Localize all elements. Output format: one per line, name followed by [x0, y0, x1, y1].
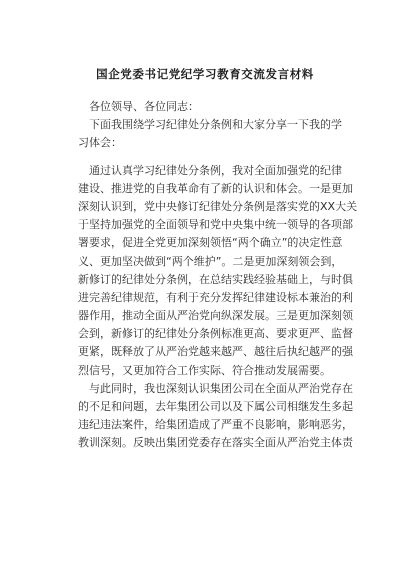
- paragraph-line: 新修订的纪律处分条例，在总结实践经验基础上，与时俱: [78, 272, 353, 286]
- paragraph-line: 深刻认识到，党中央修订纪律处分条例是落实党的XX大关: [78, 199, 358, 213]
- salutation-line: 各位领导、各位同志：: [89, 100, 199, 113]
- document-title: 国企党委书记党纪学习教育交流发言材料: [96, 67, 314, 81]
- paragraph-line: 下面我围绕学习纪律处分条例和大家分享一下我的学: [89, 118, 342, 132]
- paragraph-line: 于坚持加强党的全面领导和党中央集中统一领导的各项部: [78, 218, 353, 232]
- paragraph-gap: [89, 153, 349, 162]
- paragraph-line: 器作用，推动全面从严治党向纵深发展。三是更加深刻领: [78, 309, 353, 323]
- paragraph-line: 建设、推进党的自我革命有了新的认识和体会。一是更加: [78, 181, 353, 195]
- paragraph-line: 义、更加坚决做到“两个维护”。二是更加深刻领会到，: [78, 254, 343, 268]
- paragraph-line: 通过认真学习纪律处分条例，我对全面加强党的纪律: [89, 163, 342, 177]
- paragraph-line: 违纪违法案件，给集团造成了严重不良影响，影响恶劣，: [78, 418, 353, 432]
- paragraph-line: 与此同时，我也深刻认识集团公司在全面从严治党存在: [89, 381, 353, 395]
- paragraph-line: 进完善纪律规范，有利于充分发挥纪律建设标本兼治的利: [78, 290, 353, 304]
- paragraph-line: 署要求，促进全党更加深刻领悟“两个确立”的决定性意: [78, 236, 343, 250]
- paragraph-line: 的不足和问题，去年集团公司以及下属公司相继发生多起: [78, 400, 353, 413]
- document-body: [78, 98, 358, 453]
- paragraph-line: 习体会：: [78, 136, 122, 150]
- paragraph-line: 更紧，既释放了从严治党越来越严、越往后执纪越严的强: [78, 345, 353, 359]
- paragraph-line: 会到，新修订的纪律处分条例标准更高、要求更严、监督: [78, 327, 353, 341]
- paragraph-line: 教训深刻。反映出集团党委存在落实全面从严治党主体责: [78, 436, 353, 450]
- paragraph-line: 烈信号，又更加符合工作实际、符合推动发展需要。: [78, 363, 331, 377]
